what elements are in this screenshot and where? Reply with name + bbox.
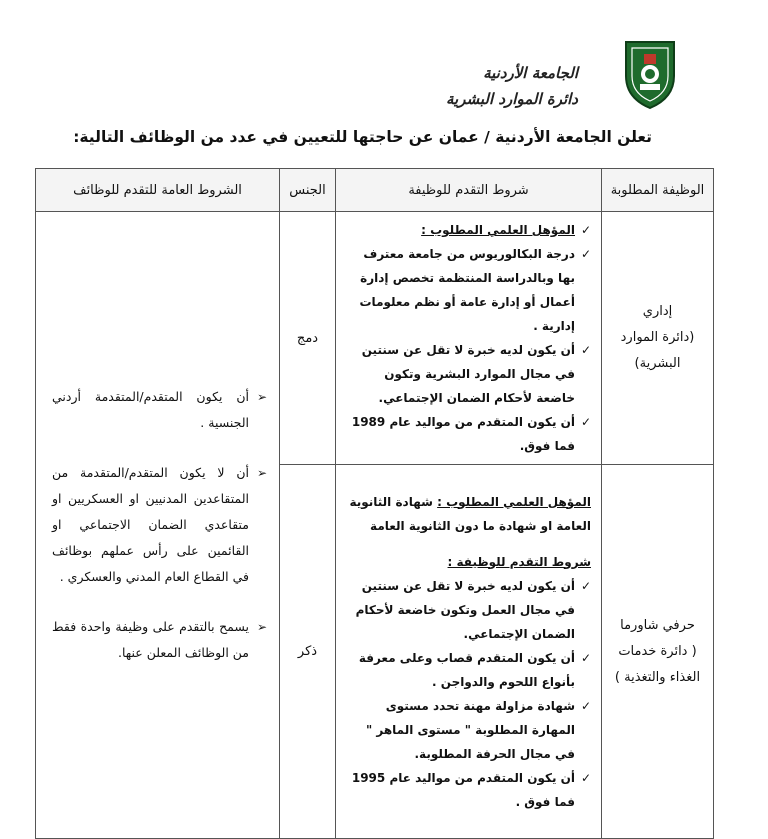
list-item: ✓ شهادة مزاولة مهنة تحدد مستوى المهارة المطلوبة " مستوى الماهر " في مجال الحرفة المطلوبة.	[344, 694, 591, 766]
conditions-label: شروط التقدم للوظيفة :	[447, 554, 591, 569]
check-icon: ✓	[580, 770, 591, 785]
job-title-line: البشرية)	[634, 356, 681, 371]
list-item: ✓ المؤهل العلمي المطلوب :	[344, 218, 591, 242]
arrow-bullet-icon: ➢	[256, 390, 267, 404]
list-item: ➢ أن لا يكون المتقدم/المتقدمة من المتقاعدين المدنيين او العسكريين او متقاعدي الضمان الاجتماعي او القائمين على رأس عملهم بوظائف في القطاع العام المدني والعسكري .	[52, 460, 267, 590]
letterhead	[438, 36, 678, 116]
check-icon: ✓	[580, 698, 591, 713]
general-conditions-list	[36, 378, 279, 672]
announcement-text: تعلن الجامعة الأردنية / عمان عن حاجتها للتعيين في عدد من الوظائف التالية:	[73, 128, 652, 146]
dept-name: دائرة الموارد البشرية	[446, 90, 578, 108]
requirements-cell	[336, 212, 602, 465]
org-name: الجامعة الأردنية	[483, 64, 578, 82]
list-item: ✓ درجة البكالوريوس من جامعة معترف بها وبالدراسة المنتظمة تخصص إدارة أعمال أو إدارة عامة أو نظم معلومات إدارية .	[344, 242, 591, 338]
header-gender: الجنس	[280, 169, 336, 212]
check-icon: ✓	[580, 223, 591, 237]
list-item: ✓ أن يكون المتقدم من مواليد عام 1995 فما فوق .	[344, 766, 591, 814]
check-icon: ✓	[580, 343, 591, 357]
job-title-cell	[602, 465, 714, 839]
check-icon: ✓	[580, 247, 591, 261]
job-title-line: ( دائرة خدمات	[618, 643, 697, 659]
job-title	[602, 299, 713, 377]
check-icon: ✓	[580, 650, 591, 665]
job-title	[602, 613, 713, 691]
qualification-text: شهادة الثانوية العامة او شهادة ما دون الثانوية العامة	[349, 494, 591, 533]
gender-cell: دمج	[280, 212, 336, 465]
header-requirements: شروط التقدم للوظيفة	[336, 169, 602, 212]
general-conditions-cell	[36, 212, 280, 839]
gender-cell: ذكر	[280, 465, 336, 839]
arrow-bullet-icon: ➢	[256, 620, 267, 634]
list-item: ✓ أن يكون لديه خبرة لا تقل عن سنتين في مجال الموارد البشرية وتكون خاضعة لأحكام الضمان الإجتماعي.	[344, 338, 591, 410]
requirements-cell	[336, 465, 602, 839]
job-title-line: (دائرة الموارد	[620, 330, 695, 345]
job-title-cell	[602, 212, 714, 465]
letterhead-text	[446, 64, 578, 108]
requirements-list	[336, 484, 601, 820]
list-item: ➢ يسمح بالتقدم على وظيفة واحدة فقط من الوظائف المعلن عنها.	[52, 614, 267, 666]
header-general: الشروط العامة للتقدم للوظائف	[36, 169, 280, 212]
job-title-line: إداري	[642, 304, 673, 319]
university-crest-icon	[622, 36, 678, 110]
jobs-table	[35, 168, 714, 839]
requirements-list	[336, 212, 601, 464]
table-header-row	[36, 169, 714, 212]
check-icon: ✓	[580, 415, 591, 429]
job-title-line: حرفي شاورما	[620, 617, 695, 633]
check-icon: ✓	[580, 578, 591, 593]
list-item: ✓ أن يكون لديه خبرة لا تقل عن سنتين في مجال العمل وتكون خاضعة لأحكام الضمان الإجتماعي.	[344, 574, 591, 646]
list-item: ✓ أن يكون المتقدم قصاب وعلى معرفة بأنواع اللحوم والدواجن .	[344, 646, 591, 694]
arrow-bullet-icon: ➢	[256, 466, 267, 480]
job-title-line: الغذاء والتغذية )	[614, 669, 701, 685]
header-job: الوظيفة المطلوبة	[602, 169, 714, 212]
table-row	[36, 212, 714, 465]
list-item: ✓ أن يكون المتقدم من مواليد عام 1989 فما فوق.	[344, 410, 591, 458]
list-item: ➢ أن يكون المتقدم/المتقدمة أردني الجنسية .	[52, 384, 267, 436]
qualification-label: المؤهل العلمي المطلوب :	[437, 494, 591, 509]
